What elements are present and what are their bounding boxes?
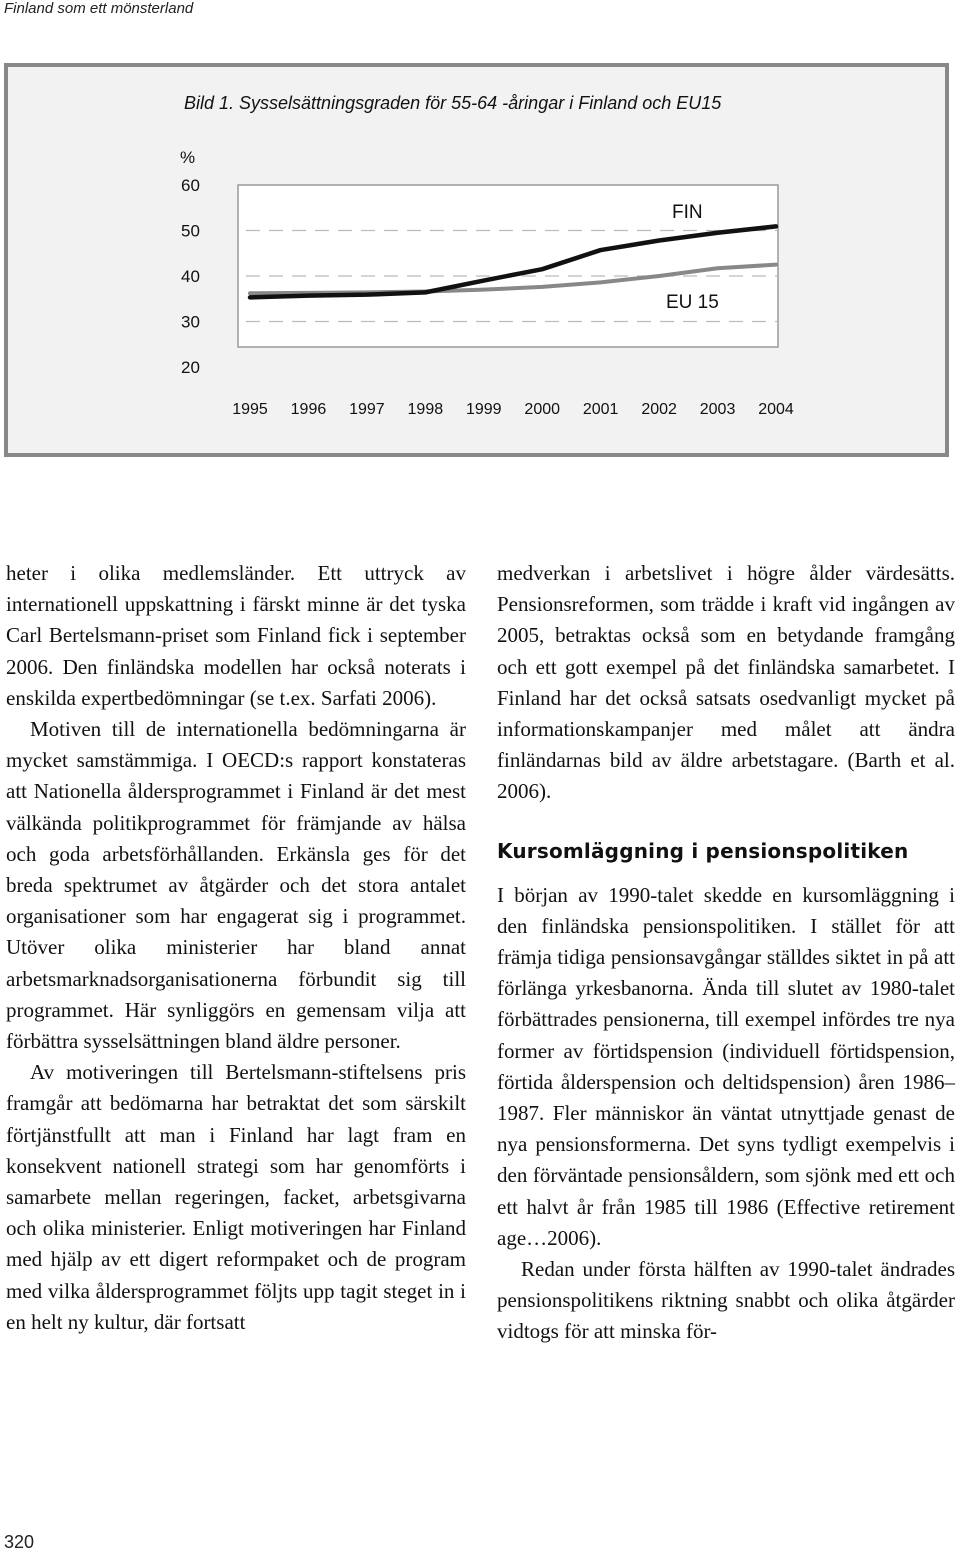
x-tick-labels — [232, 401, 794, 418]
running-head: Finland som ett mönsterland — [4, 0, 194, 17]
y-tick-label: 40 — [181, 267, 200, 286]
fin-series-label: FIN — [672, 202, 703, 223]
x-tick-label: 1999 — [465, 401, 502, 418]
x-tick-label: 2002 — [641, 401, 677, 418]
right-paragraph-1: medverkan i arbetslivet i högre ålder värdesätts. Pensionsreformen, som trädde i kraft vid ingången av 2005, betraktas också som en betydande framgång och ett gott exempel på det finländska samarbetet. I Finland har det också satsats osedvanligt mycket på informationskampanjer med målet att ändra finländarnas bild av äldre arbetstagare. (Barth et al. 2006). — [497, 561, 955, 804]
x-tick-label: 2003 — [699, 401, 736, 418]
y-tick-labels — [181, 176, 200, 377]
right-column — [497, 558, 955, 1348]
x-tick-label: 1997 — [349, 401, 385, 418]
page-number: 320 — [4, 1532, 35, 1552]
y-tick-label: 30 — [181, 312, 200, 332]
x-tick-label: 1998 — [407, 401, 444, 418]
y-tick-label: 60 — [181, 176, 200, 195]
y-unit-label: % — [180, 148, 196, 167]
left-column — [6, 558, 466, 1338]
figure-box — [4, 63, 949, 457]
x-tick-label: 2004 — [758, 401, 794, 418]
figure-caption: Bild 1. Sysselsättningsgraden för 55-64 -åringar i Finland och EU15 — [184, 93, 722, 113]
x-tick-label: 2000 — [524, 401, 561, 418]
y-tick-label: 50 — [181, 221, 200, 241]
x-tick-label: 1995 — [232, 401, 268, 418]
employment-chart — [8, 67, 945, 453]
right-paragraph-3: Redan under första hälften av 1990-talet ändrades pensionspolitikens riktning snabbt och olika åtgärder vidtogs för att minska för- — [497, 1257, 955, 1344]
x-tick-label: 1996 — [290, 401, 327, 418]
left-paragraph-2: Motiven till de internationella bedömningarna är mycket samstämmiga. I OECD:s rapport konstateras att Nationella åldersprogrammet i Finland är det mest välkända politikprogrammet för främjande av hälsa och goda arbetsförhållanden. Erkänsla ges för det breda spektrumet av åtgärder och det stora antalet organisationer som har engagerat sig i programmet. Utöver olika ministerier har bland annat arbetsmarknadsorganisationerna förbundit sig till programmet. Här synliggörs en gemensam vilja att förbättra sysselsättningen bland äldre personer. — [6, 717, 466, 1054]
section-heading: Kursomläggning i pensionspolitiken — [497, 838, 909, 863]
left-paragraph-3: Av motiveringen till Bertelsmann-stiftelsens pris framgår att bedömarna har betraktat det som särskilt förtjänstfullt att man i Finland har lagt fram en konsekvent nationell strategi som har genomförts i samarbete mellan regeringen, facket, arbetsgivarna och olika ministerier. Enligt motiveringen har Finland med hjälp av ett digert reformpaket och de program med vilka åldersprogrammet följts upp tagit steget in i en helt ny kultur, där fortsatt — [6, 1060, 466, 1334]
right-paragraph-2: I början av 1990-talet skedde en kursomläggning i den finländska pensionspolitiken. I stället för att främja tidiga pensionsavgångar ställdes siktet in på att förlänga yrkesbanorna. Ända till slutet av 1980-talet förbättrades pensionerna, till exempel infördes tre nya former av förtidspension (individuell förtidspension, förtida ålderspension och deltidspension) åren 1986–1987. Fler människor än väntat utnyttjade genast de nya pensionsformerna. Det syns tydligt exempelvis i den förväntade pensionsåldern, som sjönk med ett och ett halvt år från 1985 till 1986 (Effective retirement age…2006). — [497, 882, 955, 1250]
x-tick-label: 2001 — [582, 401, 619, 418]
left-paragraph-1: heter i olika medlemsländer. Ett uttryck av internationell uppskattning i färskt minne är det tyska Carl Bertelsmann-priset som Finland fick i september 2006. Den finländska modellen har också noterats i enskilda expertbedömningar (se t.ex. Sarfati 2006). — [6, 561, 466, 710]
eu15-series-label: EU 15 — [666, 292, 719, 313]
y-tick-label: 20 — [181, 358, 200, 377]
